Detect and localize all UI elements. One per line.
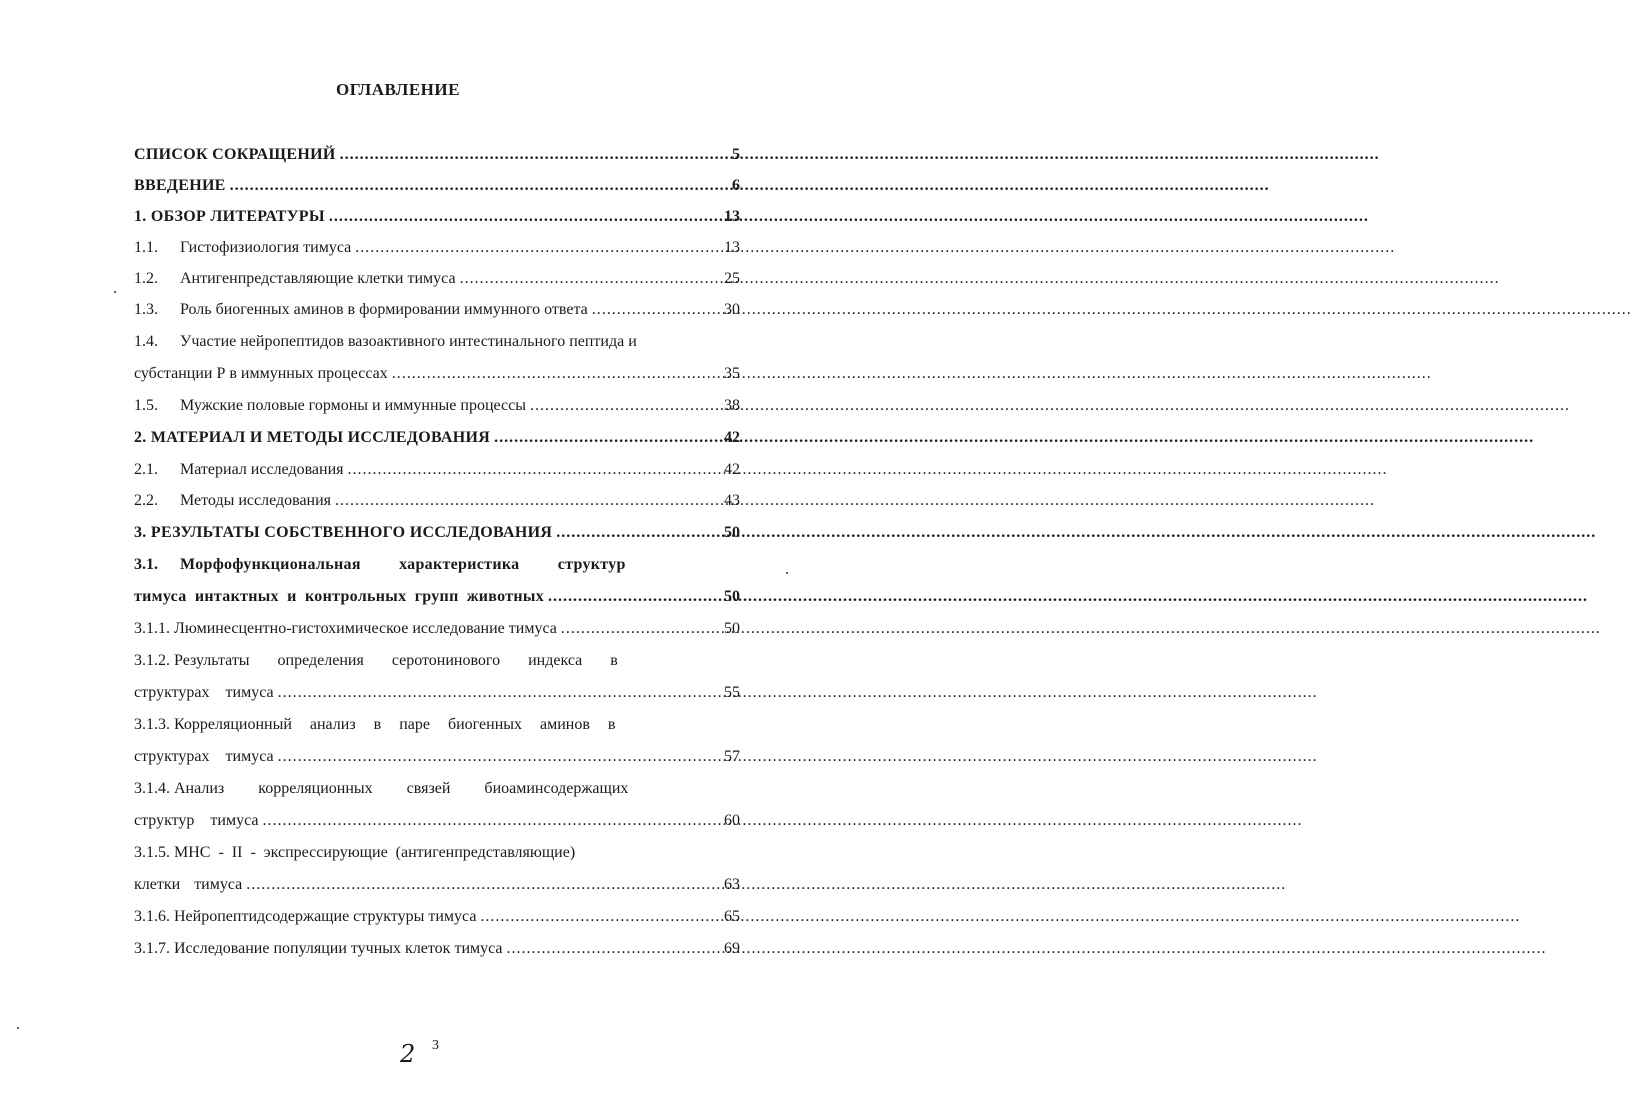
toc-entry[interactable] [134,582,740,612]
scan-speck [114,291,116,293]
toc-entry-text: Морфофункциональная характеристика структур [180,556,626,573]
toc-entry-text: ВВЕДЕНИЕ [134,177,226,194]
toc-entry[interactable] [134,391,740,421]
toc-entry-page: 30 [724,301,740,318]
toc-entry-page: 69 [724,940,740,957]
toc-entry-text: Методы исследования [180,492,332,509]
toc-entry-page: 50 [724,620,740,637]
toc-entry-page: 5 [732,146,740,163]
toc-entry[interactable] [134,455,740,485]
toc-entry-page: 60 [724,812,740,829]
toc-entry-page: 43 [724,492,740,509]
toc-entry-number: 3.1.2. [134,652,170,669]
toc-entry[interactable] [134,934,740,964]
toc-entry[interactable] [134,646,740,676]
toc-entry-text: Люминесцентно-гистохимическое исследование тимуса [174,620,557,637]
toc-entry[interactable] [134,806,740,836]
toc-entry[interactable] [134,359,740,389]
toc-entry-text: Материал исследования [180,461,344,478]
toc-entry[interactable] [134,486,740,516]
toc-entry-page: 13 [724,208,740,225]
toc-entry-page: 50 [724,524,740,541]
toc-entry-number: 3.1.7. [134,940,170,957]
toc-entry-number: 1.1. [134,239,158,256]
toc-entry-text: структур тимуса [134,812,259,829]
toc-entry[interactable] [134,742,740,772]
page-number: 3 [432,1038,439,1053]
toc-entry-text: Антигенпредставляющие клетки тимуса [180,270,456,287]
toc-entry[interactable] [134,233,740,263]
toc-entry-text: Участие нейропептидов вазоактивного интестинального пептида и [180,333,637,350]
toc-entry-number: 3.1.1. [134,620,170,637]
toc-entry-page: 42 [724,429,740,446]
toc-entry[interactable] [134,518,740,548]
handwritten-mark: 2 [400,1040,416,1068]
toc-entry-page: 65 [724,908,740,925]
toc-entry-text: Исследование популяции тучных клеток тимуса [174,940,503,957]
toc-entry-text: Гистофизиология тимуса [180,239,352,256]
toc-entry-text: Результаты определения серотонинового индекса в [174,652,618,669]
toc-entry[interactable] [134,423,740,453]
toc-entry-number: 2.1. [134,461,158,478]
toc-entry-page: 6 [732,177,740,194]
toc-entry-page: 38 [724,397,740,414]
toc-entry-number: 3.1.3. [134,716,170,733]
toc-entry-number: 1.3. [134,301,158,318]
toc-entry-text: субстанции Р в иммунных процессах [134,365,388,382]
toc-entry[interactable] [134,202,740,232]
toc-entry-page: 13 [724,239,740,256]
toc-entry[interactable] [134,140,740,170]
toc-entry-number: 2.2. [134,492,158,509]
toc-entry[interactable] [134,327,740,357]
toc-entry-page: 57 [724,748,740,765]
toc-entry-text: Нейропептидсодержащие структуры тимуса [174,908,477,925]
page-title: ОГЛАВЛЕНИЕ [336,80,460,99]
toc-entry-number: 1.2. [134,270,158,287]
toc-entry-text: клетки тимуса [134,876,243,893]
toc-entry-text: СПИСОК СОКРАЩЕНИЙ [134,146,336,163]
toc-entry[interactable] [134,171,740,201]
toc-entry-page: 35 [724,365,740,382]
toc-entry-text: Мужские половые гормоны и иммунные процессы [180,397,526,414]
toc-entry-text: 2. МАТЕРИАЛ И МЕТОДЫ ИССЛЕДОВАНИЯ [134,429,491,446]
scan-speck [17,1027,19,1029]
toc-entry[interactable] [134,902,740,932]
toc-entry[interactable] [134,678,740,708]
toc-entry-page: 25 [724,270,740,287]
toc-entry-page: 55 [724,684,740,701]
toc-entry-text: МНС - II - экспрессирующие (антигенпредставляющие) [174,844,576,861]
toc-entry-text: структурах тимуса [134,684,274,701]
toc-entry[interactable] [134,838,740,868]
toc-entry-text: Роль биогенных аминов в формировании иммунного ответа [180,301,588,318]
toc-entry-text: Корреляционный анализ в паре биогенных аминов в [174,716,616,733]
toc-entry-text: структурах тимуса [134,748,274,765]
toc-entry[interactable] [134,550,740,580]
toc-entry-page: 63 [724,876,740,893]
toc-entry-number: 3.1. [134,556,158,573]
toc-entry-number: 3.1.5. [134,844,170,861]
toc-entry-number: 3.1.6. [134,908,170,925]
scan-speck [786,572,788,574]
toc-entry-text: тимуса интактных и контрольных групп животных [134,588,544,605]
toc-entry-page: 42 [724,461,740,478]
toc-entry[interactable] [134,614,740,644]
toc-entry-number: 1.4. [134,333,158,350]
toc-entry-number: 1.5. [134,397,158,414]
toc-entry[interactable] [134,870,740,900]
toc-entry-text: Анализ корреляционных связей биоаминсодержащих [174,780,629,797]
toc-entry-text: 3. РЕЗУЛЬТАТЫ СОБСТВЕННОГО ИССЛЕДОВАНИЯ [134,524,553,541]
toc-entry-number: 3.1.4. [134,780,170,797]
toc-entry[interactable] [134,774,740,804]
toc-entry-text: 1. ОБЗОР ЛИТЕРАТУРЫ [134,208,325,225]
toc-entry[interactable] [134,295,740,325]
toc-entry[interactable] [134,264,740,294]
toc-entry[interactable] [134,710,740,740]
toc-entry-page: 50 [724,588,740,605]
